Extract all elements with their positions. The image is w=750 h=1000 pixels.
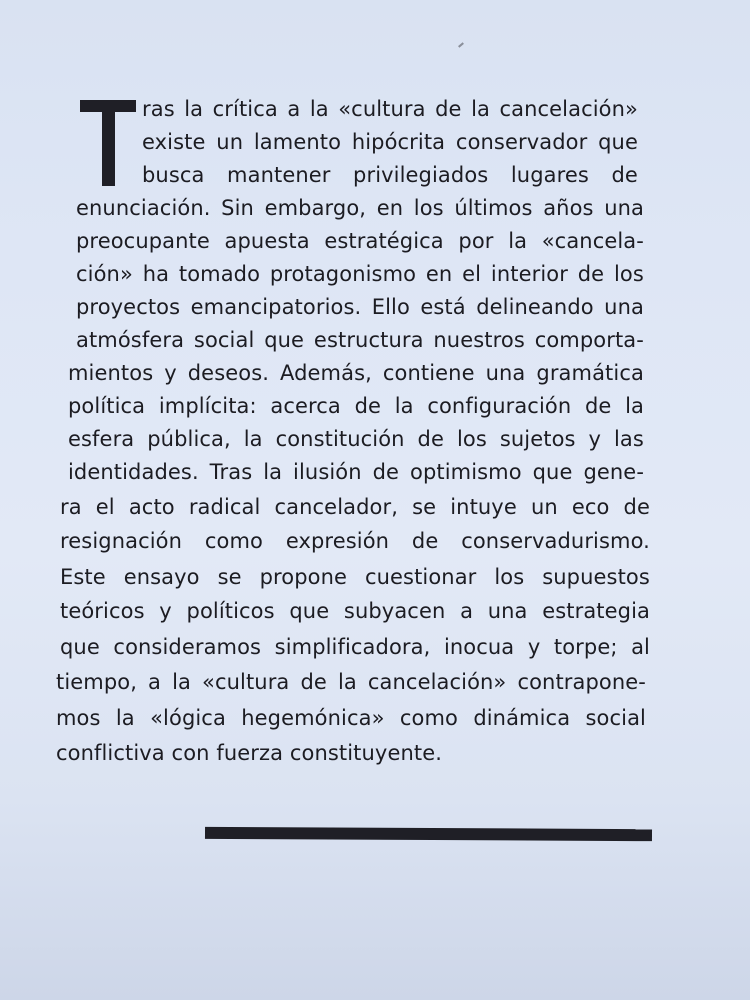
- horizontal-rule: [205, 827, 652, 841]
- stray-mark: [458, 42, 464, 47]
- text-line: identidades. Tras la ilusión de optimismo que gene-: [68, 460, 644, 484]
- text-line: que consideramos simplificadora, inocua y torpe; al: [60, 635, 650, 659]
- text-line: ra el acto radical cancelador, se intuye un eco de: [60, 495, 650, 519]
- text-line: existe un lamento hipócrita conservador que: [142, 130, 638, 154]
- drop-cap: [80, 100, 136, 188]
- text-line: atmósfera social que estructura nuestros comporta-: [76, 328, 644, 352]
- text-line: resignación como expresión de conservadurismo.: [60, 529, 650, 553]
- text-line: mientos y deseos. Además, contiene una gramática: [68, 361, 644, 385]
- text-line: política implícita: acerca de la configuración de la: [68, 394, 644, 418]
- text-line: enunciación. Sin embargo, en los últimos años una: [76, 196, 644, 220]
- text-line: proyectos emancipatorios. Ello está delineando una: [76, 295, 644, 319]
- text-line: ras la crítica a la «cultura de la cancelación»: [142, 97, 638, 121]
- text-line: busca mantener privilegiados lugares de: [142, 163, 638, 187]
- text-line: preocupante apuesta estratégica por la «cancela-: [76, 229, 644, 253]
- text-line: ción» ha tomado protagonismo en el interior de los: [76, 262, 644, 286]
- text-line: teóricos y políticos que subyacen a una estrategia: [60, 599, 650, 623]
- text-line: conflictiva con fuerza constituyente.: [56, 741, 442, 765]
- text-line: esfera pública, la constitución de los sujetos y las: [68, 427, 644, 451]
- text-line: Este ensayo se propone cuestionar los supuestos: [60, 565, 650, 589]
- text-line: mos la «lógica hegemónica» como dinámica social: [56, 706, 646, 730]
- text-line: tiempo, a la «cultura de la cancelación» contrapone-: [56, 670, 646, 694]
